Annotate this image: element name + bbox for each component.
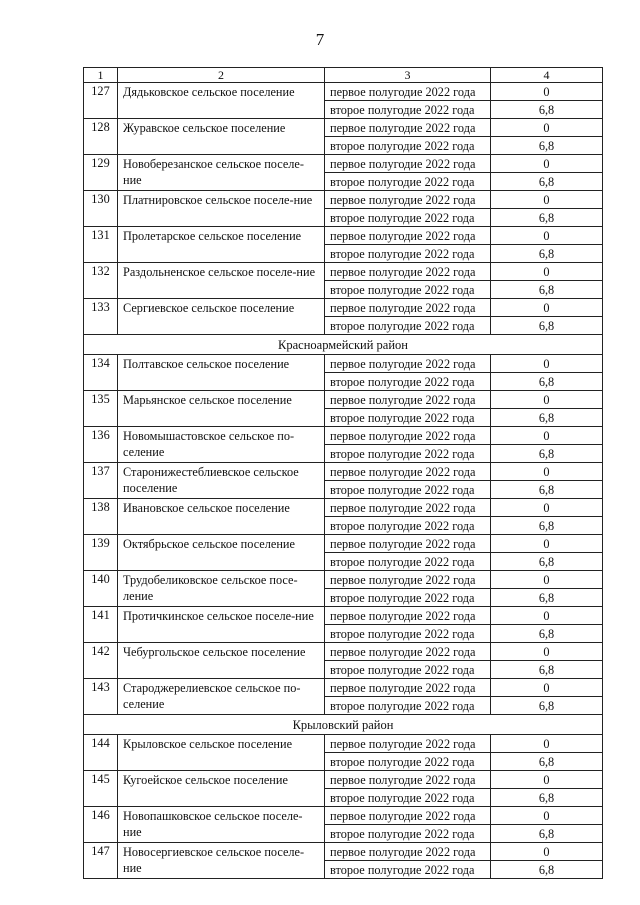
period-first-half: первое полугодие 2022 года <box>325 463 491 481</box>
period-first-half: первое полугодие 2022 года <box>325 679 491 697</box>
settlements-table <box>83 67 603 879</box>
settlement-name: Крыловское сельское поселение <box>118 735 325 771</box>
column-header-4: 4 <box>491 68 603 83</box>
period-first-half: первое полугодие 2022 года <box>325 83 491 101</box>
settlement-name: Ивановское сельское поселение <box>118 499 325 535</box>
settlement-name: Журавское сельское поселение <box>118 119 325 155</box>
value-second-half: 6,8 <box>491 861 603 879</box>
row-number: 142 <box>84 643 118 679</box>
value-first-half: 0 <box>491 155 603 173</box>
value-second-half: 6,8 <box>491 409 603 427</box>
value-first-half: 0 <box>491 263 603 281</box>
settlement-name: Октябрьское сельское поселение <box>118 535 325 571</box>
row-number: 147 <box>84 843 118 879</box>
row-number: 133 <box>84 299 118 335</box>
value-first-half: 0 <box>491 83 603 101</box>
period-second-half: второе полугодие 2022 года <box>325 825 491 843</box>
period-first-half: первое полугодие 2022 года <box>325 191 491 209</box>
period-first-half: первое полугодие 2022 года <box>325 391 491 409</box>
value-first-half: 0 <box>491 607 603 625</box>
period-first-half: первое полугодие 2022 года <box>325 263 491 281</box>
period-first-half: первое полугодие 2022 года <box>325 355 491 373</box>
value-second-half: 6,8 <box>491 281 603 299</box>
period-second-half: второе полугодие 2022 года <box>325 409 491 427</box>
period-first-half: первое полугодие 2022 года <box>325 807 491 825</box>
table-row <box>84 771 603 789</box>
value-second-half: 6,8 <box>491 173 603 191</box>
value-first-half: 0 <box>491 119 603 137</box>
settlement-name: Новомышастовское сельское по-селение <box>118 427 325 463</box>
period-first-half: первое полугодие 2022 года <box>325 843 491 861</box>
period-first-half: первое полугодие 2022 года <box>325 499 491 517</box>
value-second-half: 6,8 <box>491 101 603 119</box>
period-second-half: второе полугодие 2022 года <box>325 445 491 463</box>
period-second-half: второе полугодие 2022 года <box>325 137 491 155</box>
period-second-half: второе полугодие 2022 года <box>325 245 491 263</box>
value-first-half: 0 <box>491 735 603 753</box>
period-second-half: второе полугодие 2022 года <box>325 173 491 191</box>
value-second-half: 6,8 <box>491 245 603 263</box>
period-second-half: второе полугодие 2022 года <box>325 101 491 119</box>
settlement-name: Дядьковское сельское поселение <box>118 83 325 119</box>
period-first-half: первое полугодие 2022 года <box>325 643 491 661</box>
settlement-name: Старонижестеблиевское сельское поселение <box>118 463 325 499</box>
value-second-half: 6,8 <box>491 753 603 771</box>
value-second-half: 6,8 <box>491 625 603 643</box>
table-body <box>84 83 603 879</box>
value-first-half: 0 <box>491 191 603 209</box>
settlement-name: Платнировское сельское поселе-ние <box>118 191 325 227</box>
settlement-name: Новосергиевское сельское поселе-ние <box>118 843 325 879</box>
value-second-half: 6,8 <box>491 481 603 499</box>
table-row <box>84 679 603 697</box>
period-first-half: первое полугодие 2022 года <box>325 735 491 753</box>
margin-stamp <box>628 66 638 136</box>
value-first-half: 0 <box>491 355 603 373</box>
period-second-half: второе полугодие 2022 года <box>325 481 491 499</box>
period-second-half: второе полугодие 2022 года <box>325 553 491 571</box>
period-second-half: второе полугодие 2022 года <box>325 281 491 299</box>
value-second-half: 6,8 <box>491 209 603 227</box>
settlement-name: Сергиевское сельское поселение <box>118 299 325 335</box>
period-first-half: первое полугодие 2022 года <box>325 607 491 625</box>
table-row <box>84 843 603 861</box>
table-row <box>84 263 603 281</box>
region-row <box>84 715 603 735</box>
table-row <box>84 83 603 101</box>
period-second-half: второе полугодие 2022 года <box>325 517 491 535</box>
period-first-half: первое полугодие 2022 года <box>325 571 491 589</box>
period-first-half: первое полугодие 2022 года <box>325 427 491 445</box>
column-header-1: 1 <box>84 68 118 83</box>
value-first-half: 0 <box>491 535 603 553</box>
table-row <box>84 427 603 445</box>
row-number: 136 <box>84 427 118 463</box>
region-name: Крыловский район <box>84 715 603 735</box>
region-name: Красноармейский район <box>84 335 603 355</box>
table-row <box>84 191 603 209</box>
row-number: 138 <box>84 499 118 535</box>
table-row <box>84 535 603 553</box>
value-second-half: 6,8 <box>491 825 603 843</box>
period-second-half: второе полугодие 2022 года <box>325 753 491 771</box>
settlement-name: Чебургольское сельское поселение <box>118 643 325 679</box>
value-first-half: 0 <box>491 843 603 861</box>
row-number: 144 <box>84 735 118 771</box>
settlement-name: Кугоейское сельское поселение <box>118 771 325 807</box>
value-first-half: 0 <box>491 571 603 589</box>
value-first-half: 0 <box>491 807 603 825</box>
row-number: 135 <box>84 391 118 427</box>
row-number: 128 <box>84 119 118 155</box>
period-first-half: первое полугодие 2022 года <box>325 771 491 789</box>
value-first-half: 0 <box>491 771 603 789</box>
period-second-half: второе полугодие 2022 года <box>325 625 491 643</box>
period-second-half: второе полугодие 2022 года <box>325 317 491 335</box>
row-number: 129 <box>84 155 118 191</box>
value-second-half: 6,8 <box>491 445 603 463</box>
settlement-name: Трудобеликовское сельское посе-ление <box>118 571 325 607</box>
table-row <box>84 299 603 317</box>
row-number: 145 <box>84 771 118 807</box>
value-first-half: 0 <box>491 463 603 481</box>
value-first-half: 0 <box>491 299 603 317</box>
table-row <box>84 571 603 589</box>
settlement-name: Раздольненское сельское поселе-ние <box>118 263 325 299</box>
row-number: 139 <box>84 535 118 571</box>
row-number: 130 <box>84 191 118 227</box>
region-row <box>84 335 603 355</box>
value-first-half: 0 <box>491 391 603 409</box>
row-number: 141 <box>84 607 118 643</box>
value-second-half: 6,8 <box>491 553 603 571</box>
page-number: 7 <box>315 30 325 49</box>
value-first-half: 0 <box>491 227 603 245</box>
period-first-half: первое полугодие 2022 года <box>325 535 491 553</box>
table-row <box>84 807 603 825</box>
table-row <box>84 643 603 661</box>
period-first-half: первое полугодие 2022 года <box>325 155 491 173</box>
value-second-half: 6,8 <box>491 661 603 679</box>
value-second-half: 6,8 <box>491 517 603 535</box>
row-number: 143 <box>84 679 118 715</box>
value-second-half: 6,8 <box>491 589 603 607</box>
value-first-half: 0 <box>491 499 603 517</box>
settlement-name: Староджерелиевское сельское по-селение <box>118 679 325 715</box>
settlement-name: Марьянское сельское поселение <box>118 391 325 427</box>
value-first-half: 0 <box>491 679 603 697</box>
period-second-half: второе полугодие 2022 года <box>325 589 491 607</box>
row-number: 134 <box>84 355 118 391</box>
value-second-half: 6,8 <box>491 697 603 715</box>
table-row <box>84 227 603 245</box>
settlement-name: Пролетарское сельское поселение <box>118 227 325 263</box>
table-row <box>84 119 603 137</box>
period-second-half: второе полугодие 2022 года <box>325 697 491 715</box>
value-first-half: 0 <box>491 427 603 445</box>
period-first-half: первое полугодие 2022 года <box>325 227 491 245</box>
column-header-3: 3 <box>325 68 491 83</box>
row-number: 140 <box>84 571 118 607</box>
table-row <box>84 499 603 517</box>
value-first-half: 0 <box>491 643 603 661</box>
row-number: 146 <box>84 807 118 843</box>
period-second-half: второе полугодие 2022 года <box>325 789 491 807</box>
column-header-2: 2 <box>118 68 325 83</box>
value-second-half: 6,8 <box>491 373 603 391</box>
row-number: 132 <box>84 263 118 299</box>
settlement-name: Полтавское сельское поселение <box>118 355 325 391</box>
row-number: 131 <box>84 227 118 263</box>
column-number-row <box>84 68 603 83</box>
table-row <box>84 735 603 753</box>
table-row <box>84 355 603 373</box>
period-second-half: второе полугодие 2022 года <box>325 373 491 391</box>
table-row <box>84 463 603 481</box>
value-second-half: 6,8 <box>491 789 603 807</box>
value-second-half: 6,8 <box>491 317 603 335</box>
period-second-half: второе полугодие 2022 года <box>325 861 491 879</box>
row-number: 137 <box>84 463 118 499</box>
settlement-name: Протичкинское сельское поселе-ние <box>118 607 325 643</box>
table-row <box>84 391 603 409</box>
row-number: 127 <box>84 83 118 119</box>
value-second-half: 6,8 <box>491 137 603 155</box>
period-first-half: первое полугодие 2022 года <box>325 119 491 137</box>
settlement-name: Новоберезанское сельское поселе-ние <box>118 155 325 191</box>
settlement-name: Новопашковское сельское поселе-ние <box>118 807 325 843</box>
table-row <box>84 607 603 625</box>
period-first-half: первое полугодие 2022 года <box>325 299 491 317</box>
table-row <box>84 155 603 173</box>
period-second-half: второе полугодие 2022 года <box>325 661 491 679</box>
period-second-half: второе полугодие 2022 года <box>325 209 491 227</box>
